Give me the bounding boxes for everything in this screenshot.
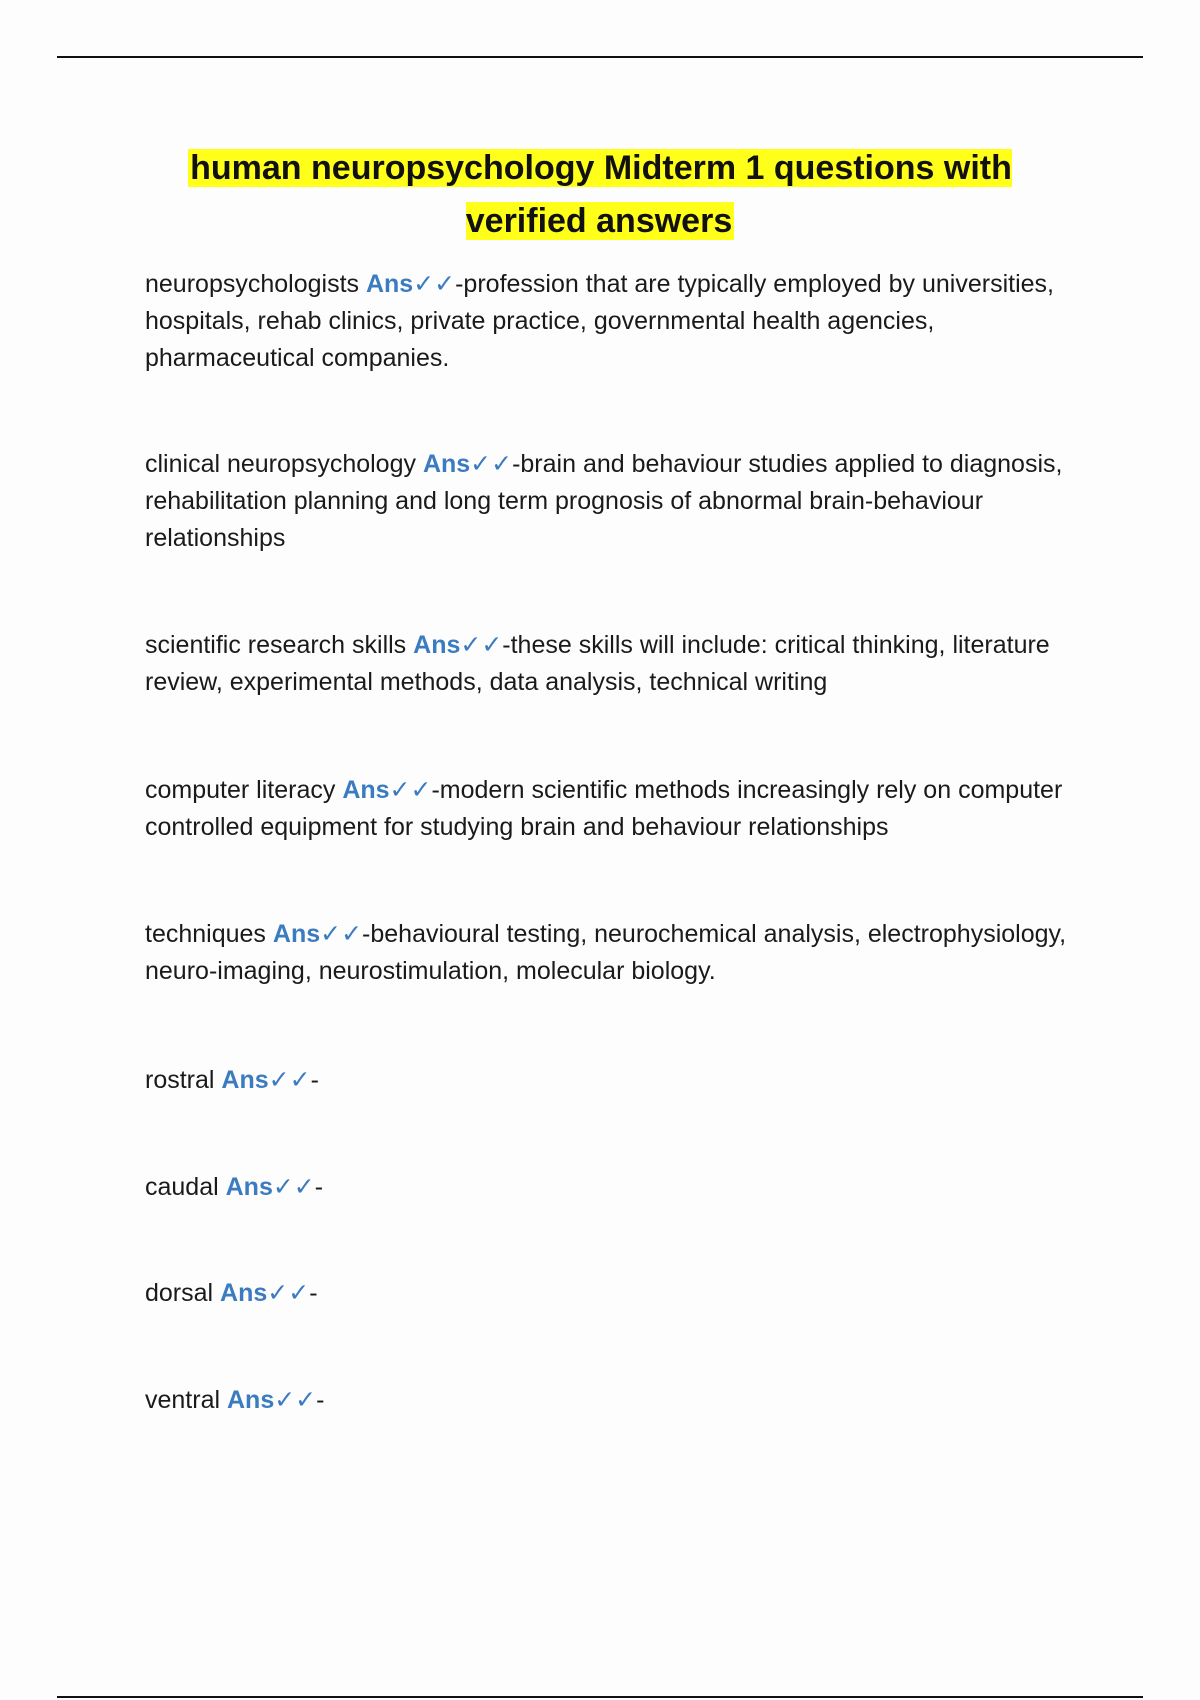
entry-definition: -behavioural testing, neurochemical analysis, electrophysiology, neuro-imaging, neurostimulation, molecular biology.	[145, 920, 1067, 985]
ans-label: Ans	[227, 1386, 275, 1414]
ans-label: Ans	[225, 1173, 273, 1201]
ans-label: Ans	[272, 920, 321, 948]
qa-entry	[145, 1275, 1070, 1312]
entry-term: clinical neuropsychology	[145, 450, 416, 478]
entry-term: techniques	[145, 920, 266, 948]
check-mark-icon: ✓✓	[320, 920, 363, 948]
entry-term: scientific research skills	[145, 631, 407, 659]
check-mark-icon: ✓✓	[268, 1066, 311, 1094]
check-mark-icon: ✓✓	[389, 776, 432, 804]
check-mark-icon: ✓✓	[470, 450, 513, 478]
qa-entry	[145, 772, 1070, 846]
qa-entry	[145, 266, 1070, 377]
ans-label: Ans	[365, 270, 414, 298]
footer-rule	[57, 1696, 1143, 1698]
entry-term: computer literacy	[145, 776, 336, 804]
check-mark-icon: ✓✓	[267, 1279, 310, 1307]
ans-label: Ans	[221, 1066, 269, 1094]
entry-term: dorsal	[145, 1279, 214, 1307]
title-highlight: human neuropsychology Midterm 1 questions with verified answers	[190, 149, 1012, 240]
page-title	[150, 142, 1050, 248]
entry-term: caudal	[145, 1173, 219, 1201]
ans-label: Ans	[422, 450, 471, 478]
ans-label: Ans	[342, 776, 390, 804]
entry-definition: -	[310, 1066, 319, 1094]
qa-entry	[145, 627, 1070, 701]
entry-term: ventral	[145, 1386, 221, 1414]
check-mark-icon: ✓✓	[274, 1386, 317, 1414]
entry-definition: -	[309, 1279, 318, 1307]
entry-definition: -	[316, 1386, 325, 1414]
entry-definition: -these skills will include: critical thinking, literature review, experimental methods, data analysis, technical writing	[145, 631, 1050, 696]
check-mark-icon: ✓✓	[272, 1173, 315, 1201]
entry-term: rostral	[145, 1066, 215, 1094]
entry-term: neuropsychologists	[145, 270, 360, 298]
qa-entry	[145, 1062, 1070, 1099]
entry-definition: -modern scientific methods increasingly rely on computer controlled equipment for studying brain and behaviour relationships	[145, 776, 1063, 841]
entry-definition: -profession that are typically employed by universities, hospitals, rehab clinics, private practice, governmental health agencies, pharmaceutical companies.	[145, 270, 1054, 372]
qa-entry	[145, 1382, 1070, 1419]
check-mark-icon: ✓✓	[413, 270, 456, 298]
qa-entry	[145, 446, 1070, 557]
entry-definition: -brain and behaviour studies applied to diagnosis, rehabilitation planning and long term prognosis of abnormal brain-behaviour relationships	[145, 450, 1063, 552]
header-rule	[57, 56, 1143, 58]
qa-entry	[145, 916, 1070, 990]
ans-label: Ans	[413, 631, 461, 659]
entry-definition: -	[314, 1173, 324, 1201]
check-mark-icon: ✓✓	[460, 631, 503, 659]
ans-label: Ans	[220, 1279, 268, 1307]
qa-entry	[145, 1169, 1070, 1206]
